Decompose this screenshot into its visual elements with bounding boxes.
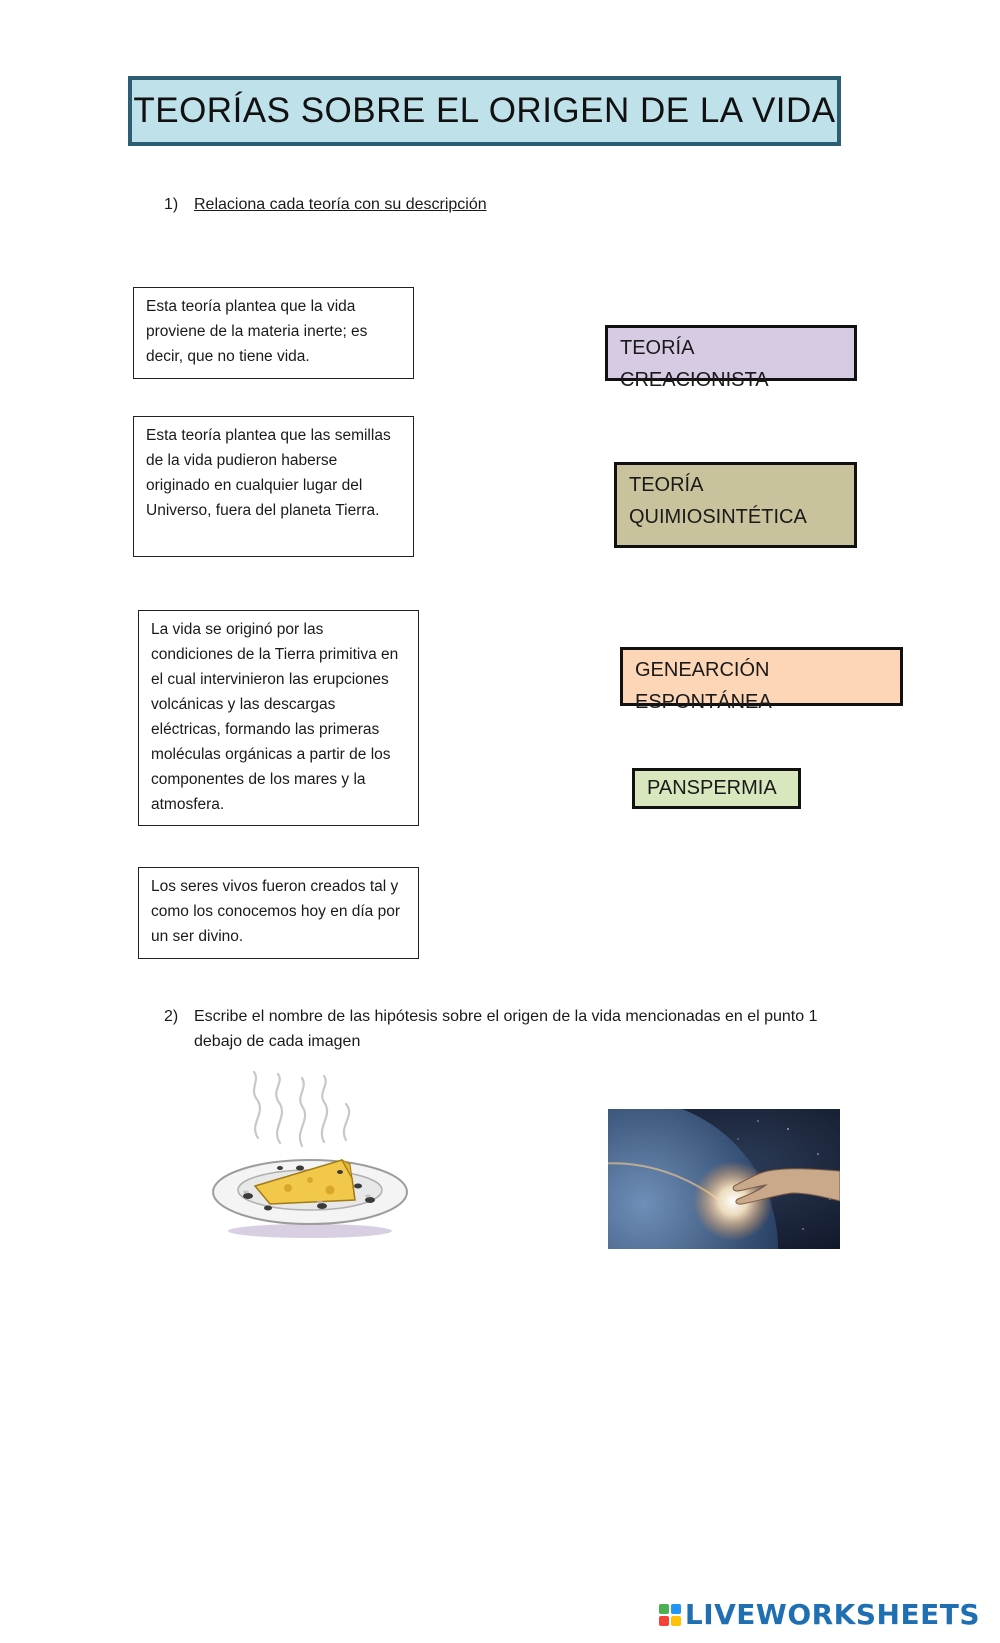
question-2-text: Escribe el nombre de las hipótesis sobre el origen de la vida mencionadas en el punto 1 debajo de cada imagen bbox=[194, 1008, 818, 1050]
question-1-text: Relaciona cada teoría con su descripción bbox=[194, 196, 487, 213]
description-box-2[interactable]: Esta teoría plantea que las semillas de la vida pudieron haberse originado en cualquier lugar del Universo, fuera del planeta Tierra. bbox=[133, 416, 414, 557]
earth-hand-image bbox=[608, 1109, 840, 1249]
question-1 bbox=[164, 192, 764, 218]
theory-box-creacionista[interactable]: TEORÍA CREACIONISTA bbox=[605, 325, 857, 381]
brand-name: LIVEWORKSHEETS bbox=[684, 1598, 980, 1631]
question-1-number: 1) bbox=[164, 196, 179, 213]
description-box-4[interactable]: Los seres vivos fueron creados tal y como los conocemos hoy en día por un ser divino. bbox=[138, 867, 419, 959]
theory-box-generacion-espontanea[interactable]: GENEARCIÓN ESPONTÁNEA bbox=[620, 647, 903, 706]
decaying-food-image bbox=[210, 1068, 420, 1243]
theory-box-quimiosintetica[interactable]: TEORÍA QUIMIOSINTÉTICA bbox=[614, 462, 857, 548]
steam-lines bbox=[254, 1072, 349, 1146]
liveworksheets-logo[interactable] bbox=[659, 1598, 980, 1631]
question-2 bbox=[164, 1004, 844, 1056]
question-2-number: 2) bbox=[164, 1008, 179, 1025]
worksheet-title: TEORÍAS SOBRE EL ORIGEN DE LA VIDA bbox=[128, 76, 841, 146]
theory-box-panspermia[interactable]: PANSPERMIA bbox=[632, 768, 801, 809]
description-box-3[interactable]: La vida se originó por las condiciones de la Tierra primitiva en el cual intervinieron las erupciones volcánicas y las descargas eléctricas, formando las primeras moléculas orgánicas a partir de los componentes de los mares y la atmosfera. bbox=[138, 610, 419, 826]
earth-hand-icon bbox=[608, 1109, 840, 1249]
decaying-food-icon bbox=[210, 1068, 420, 1243]
logo-grid-icon bbox=[659, 1604, 681, 1626]
description-box-1[interactable]: Esta teoría plantea que la vida proviene de la materia inerte; es decir, que no tiene vida. bbox=[133, 287, 414, 379]
